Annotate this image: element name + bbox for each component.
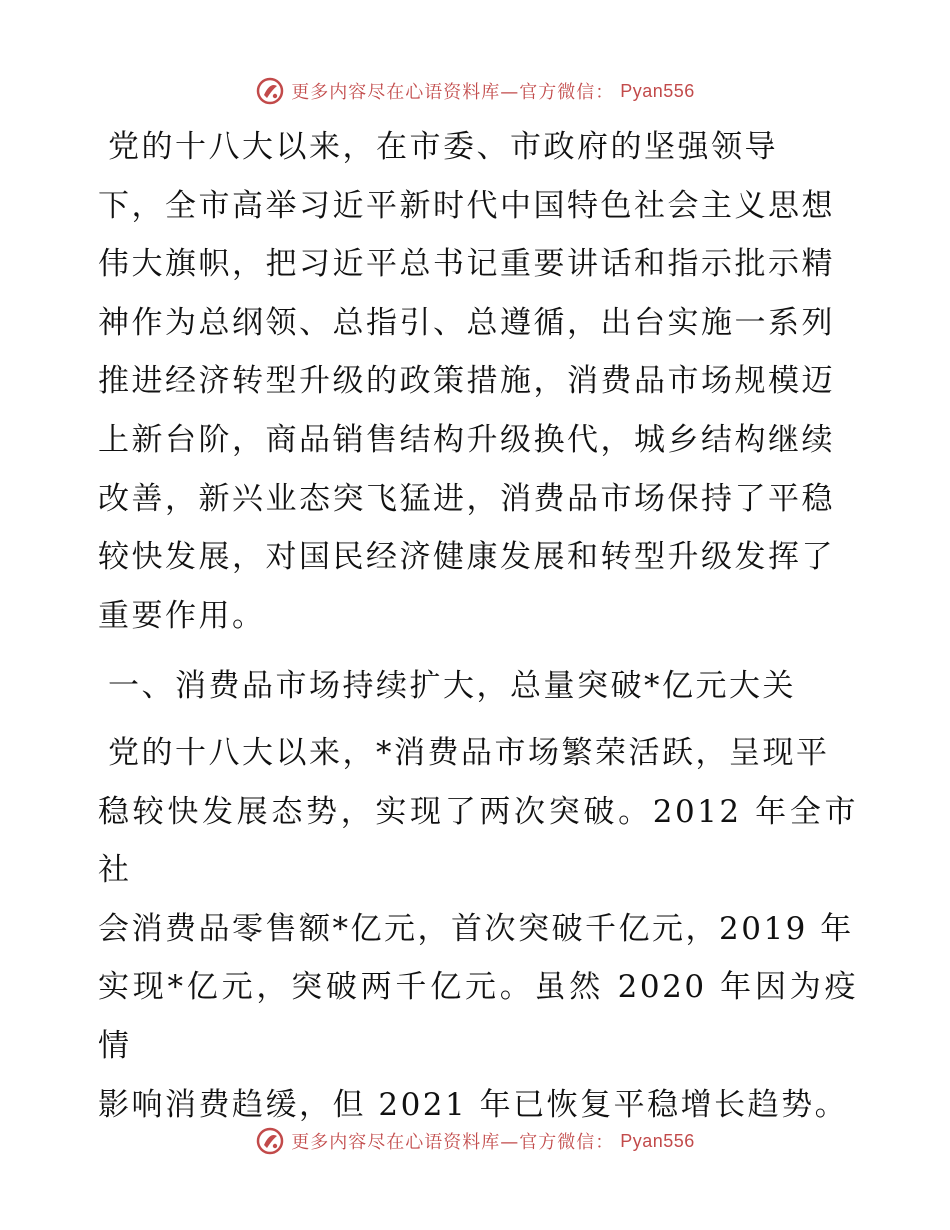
paragraph-line: 党的十八大以来，在市委、市政府的坚强领导 (108, 129, 778, 165)
paragraph-line: 推进经济转型升级的政策措施，消费品市场规模迈 (98, 363, 835, 400)
paragraph-line: 上新台阶，商品销售结构升级换代，城乡结构继续 (98, 421, 835, 458)
watermark-handle: Pyan556 (620, 1130, 695, 1151)
paragraph-line: 实现*亿元，突破两千亿元。虽然 2020 年因为疫情 (98, 969, 858, 1064)
paragraph-section-1 (98, 724, 858, 1134)
paragraph-line: 会消费品零售额*亿元，首次突破千亿元，2019 年 (98, 910, 854, 947)
watermark-text: 更多内容尽在心语资料库—官方微信： (291, 82, 615, 103)
logo-icon (255, 1126, 285, 1156)
section-heading: 一、消费品市场持续扩大，总量突破*亿元大关 (108, 668, 796, 705)
paragraph-line: 神作为总纲领、总指引、总遵循，出台实施一系列 (98, 304, 835, 341)
watermark-text: 更多内容尽在心语资料库—官方微信： (291, 1132, 615, 1153)
paragraph-line: 重要作用。 (98, 597, 266, 634)
logo-icon (255, 76, 285, 106)
document-body (98, 118, 858, 1134)
paragraph-line: 影响消费趋缓，但 2021 年已恢复平稳增长趋势。 (98, 1086, 849, 1123)
paragraph-intro (98, 118, 858, 645)
paragraph-line: 下，全市高举习近平新时代中国特色社会主义思想 (98, 187, 835, 224)
header-watermark (0, 76, 950, 106)
paragraph-line: 稳较快发展态势，实现了两次突破。2012 年全市社 (98, 793, 858, 889)
footer-watermark (0, 1126, 950, 1156)
paragraph-line: 伟大旗帜，把习近平总书记重要讲话和指示批示精 (98, 246, 835, 283)
watermark-handle: Pyan556 (620, 80, 695, 101)
paragraph-line: 改善，新兴业态突飞猛进，消费品市场保持了平稳 (98, 480, 835, 517)
paragraph-line: 较快发展，对国民经济健康发展和转型升级发挥了 (98, 539, 835, 576)
paragraph-line: 党的十八大以来，*消费品市场繁荣活跃，呈现平 (108, 734, 830, 771)
